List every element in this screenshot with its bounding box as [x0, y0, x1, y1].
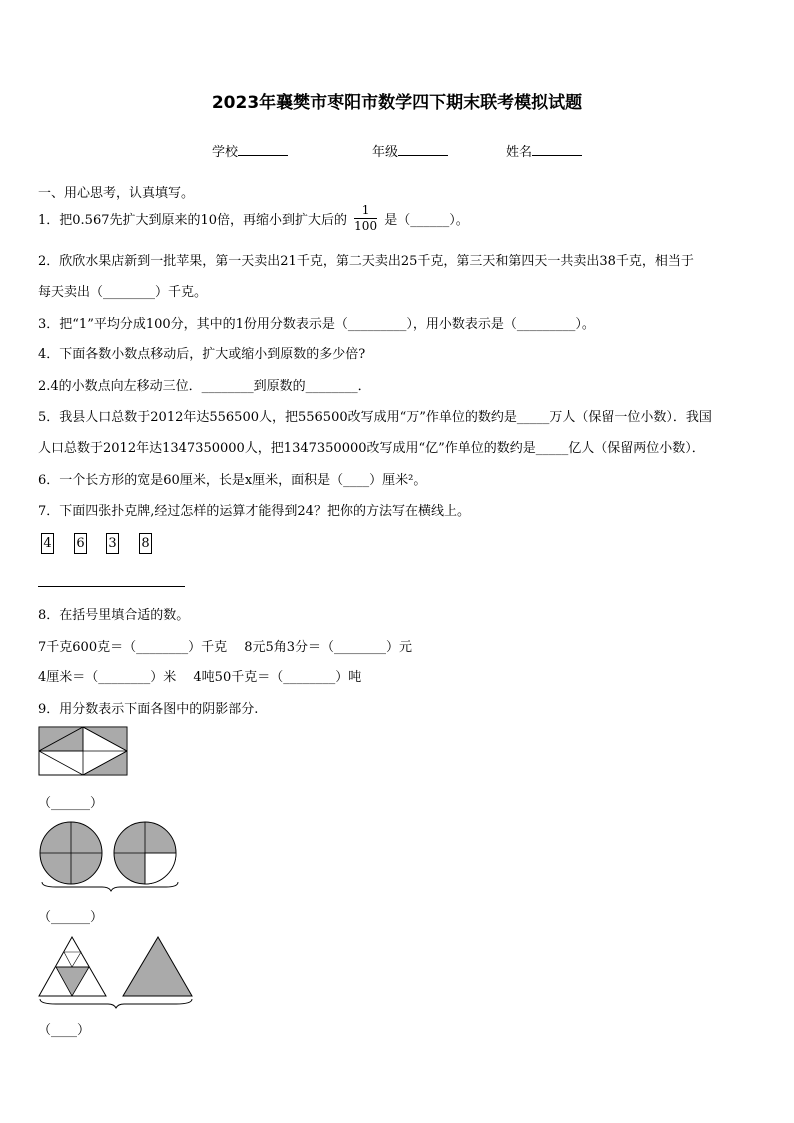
answer-line[interactable] [38, 586, 185, 587]
playing-card: 3 [106, 533, 119, 554]
question-2-line1: 2．欣欣水果店新到一批苹果，第一天卖出21千克，第二天卖出25千克，第三天和第四天一共卖出38千克，相当于 [38, 254, 694, 269]
question-5-line2: 人口总数于2012年达1347350000人，把1347350000改写成用“亿”作单位的数约是_____亿人（保留两位小数）． [38, 441, 705, 456]
shaded-rectangle-figure [38, 726, 130, 778]
school-field[interactable]: 学校 [212, 141, 288, 160]
question-6: 6．一个长方形的宽是60厘米，长是x厘米，面积是（____）厘米²。 [38, 473, 427, 488]
answer-blank[interactable]: （______） [38, 796, 104, 811]
question-2-line2: 每天卖出（________）千克。 [38, 285, 208, 300]
question-9-title: 9．用分数表示下面各图中的阴影部分. [38, 702, 259, 717]
question-4-line1: 4．下面各数小数点移动后，扩大或缩小到原数的多少倍? [38, 347, 366, 362]
question-5-line1: 5．我县人口总数于2012年达556500人，把556500改写成用“万”作单位的数约是_____万人（保留一位小数）．我国 [38, 410, 712, 425]
grade-field[interactable]: 年级 [372, 141, 448, 160]
question-1: 1．把0.567先扩大到原来的10倍，再缩小到扩大后的 $\frac{1}{100}$ 是（______）。 [38, 203, 469, 233]
question-8-title: 8．在括号里填合适的数。 [38, 608, 190, 623]
fraction: $\frac{1}{100}$ [354, 203, 378, 233]
playing-card: 4 [41, 533, 54, 554]
section-heading: 一、用心思考，认真填写。 [38, 186, 195, 201]
question-4-line2: 2.4的小数点向左移动三位．________到原数的________． [38, 379, 371, 394]
shaded-triangles-figure [36, 934, 196, 1010]
page-title: 2023年襄樊市枣阳市数学四下期末联考模拟试题 [211, 93, 583, 113]
answer-blank[interactable]: （____） [38, 1023, 91, 1038]
playing-card: 8 [139, 533, 152, 554]
question-8-row2: 4厘米＝（________）米 4吨50千克＝（________）吨 [38, 670, 362, 685]
name-field[interactable]: 姓名 [506, 141, 582, 160]
question-8-row1: 7千克600克＝（________）千克 8元5角3分＝（________）元 [38, 640, 413, 655]
question-3: 3．把“1”平均分成100分，其中的1份用分数表示是（_________），用小数表示是（_________）。 [38, 317, 595, 332]
shaded-circles-figure [36, 820, 182, 892]
question-7: 7．下面四张扑克牌,经过怎样的运算才能得到24？把你的方法写在横线上。 [38, 504, 470, 519]
playing-card: 6 [74, 533, 87, 554]
answer-blank[interactable]: （______） [38, 910, 104, 925]
